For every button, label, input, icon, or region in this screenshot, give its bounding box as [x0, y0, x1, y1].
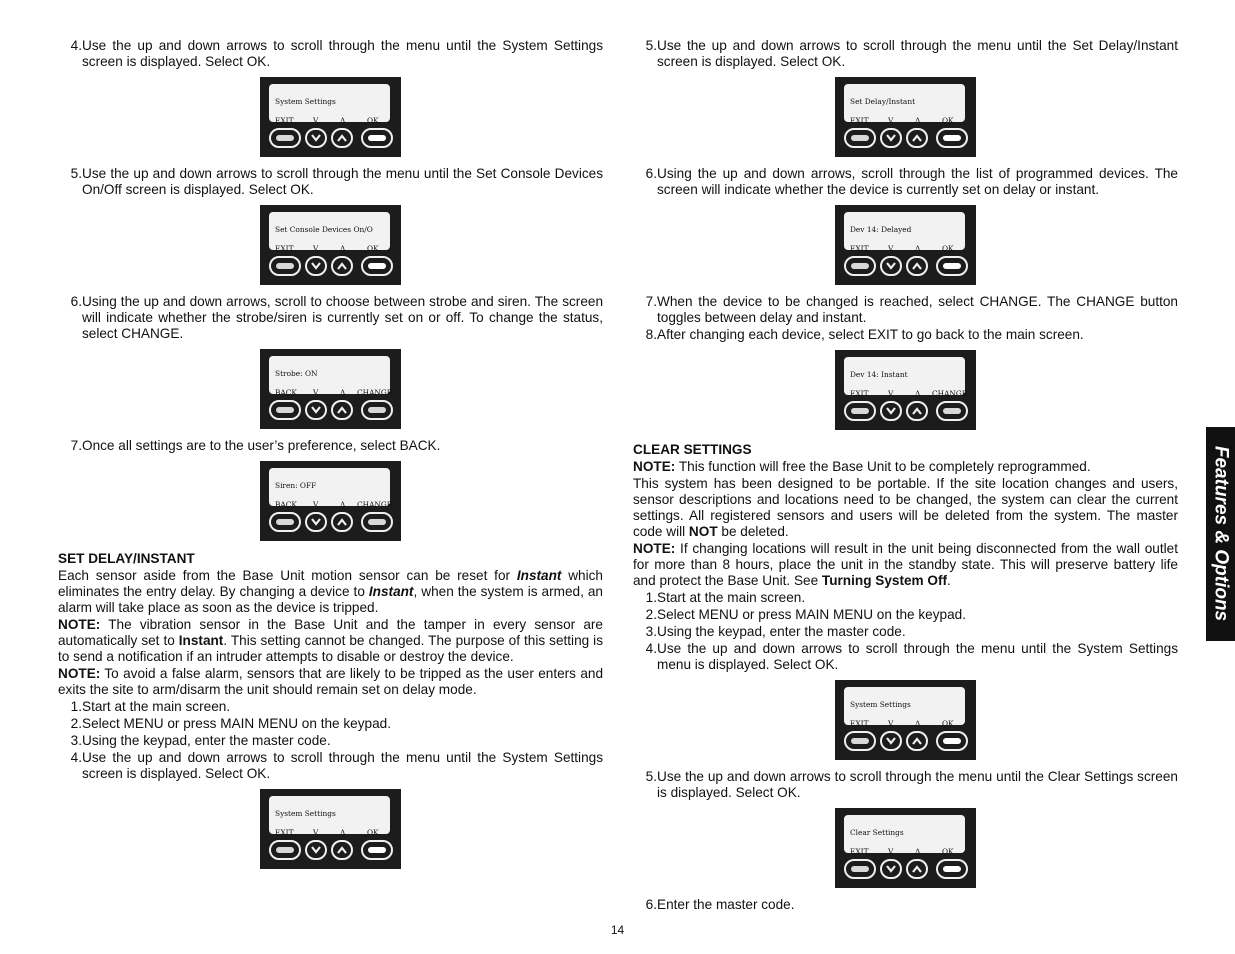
list-item: [58, 166, 603, 198]
keypad-buttons: [269, 256, 393, 278]
left-softkey-button[interactable]: [844, 859, 876, 879]
note: [633, 459, 1178, 475]
step-text: Using the up and down arrows, scroll to choose between strobe and siren. The screen will indicate whether the strobe/siren is currently set on or off. To change the status, select CHANGE.: [82, 294, 603, 341]
softkey-label-right: OK: [942, 244, 954, 253]
up-arrow-button[interactable]: [906, 401, 928, 421]
step-text: Once all settings are to the user’s preference, select BACK.: [82, 438, 441, 453]
note-label: NOTE:: [58, 666, 101, 681]
keypad-buttons: [269, 840, 393, 862]
down-arrow-button[interactable]: [305, 128, 327, 148]
softkey-label-down: V: [888, 719, 894, 728]
keypad-buttons: [844, 256, 968, 278]
note: [633, 541, 1178, 589]
step-number: 7.: [70, 438, 82, 453]
step-number: 7.: [645, 294, 657, 309]
lcd-screen: [844, 357, 968, 398]
softkey-label-down: V: [888, 389, 894, 398]
emphasis: Instant: [178, 633, 224, 648]
left-softkey-button[interactable]: [269, 128, 301, 148]
left-softkey-button[interactable]: [269, 256, 301, 276]
step-number: 5.: [70, 166, 82, 181]
step-number: 2.: [70, 716, 82, 731]
lcd-message: Siren: OFF: [275, 481, 317, 490]
step-text: Use the up and down arrows to scroll through the menu until the System Settings screen is displayed. Select OK.: [82, 38, 603, 69]
lcd-screen: [269, 796, 390, 837]
down-arrow-button[interactable]: [880, 859, 902, 879]
right-softkey-button[interactable]: [361, 400, 393, 420]
list-item: [633, 641, 1178, 673]
lcd-message: Clear Settings: [850, 828, 904, 837]
lcd-screen: [844, 84, 965, 125]
lcd-screen: [844, 815, 965, 856]
step-text: Start at the main screen.: [657, 590, 806, 605]
left-softkey-button[interactable]: [844, 256, 876, 276]
down-arrow-button[interactable]: [305, 840, 327, 860]
softkey-label-up: Λ: [340, 388, 346, 397]
step-text: Use the up and down arrows to scroll through the menu until the Set Delay/Instant screen is displayed. Select OK.: [657, 38, 1178, 69]
list-item: [633, 294, 1178, 326]
softkey-label-left: EXIT: [275, 116, 294, 125]
text-run: To avoid a false alarm, sensors that are likely to be tripped as the user enters and exits the site to arm/disarm the unit should remain set on delay mode.: [58, 666, 603, 697]
list-item: [58, 438, 603, 454]
keypad-buttons: [269, 128, 393, 150]
step-text: After changing each device, select EXIT to go back to the main screen.: [657, 327, 1084, 342]
left-softkey-button[interactable]: [844, 128, 876, 148]
softkey-label-up: Λ: [340, 828, 346, 837]
keypad-buttons: [269, 512, 393, 534]
text-run: If changing locations will result in the unit being disconnected from the wall outlet for more than 8 hours, place the unit in the standby state. This will preserve battery life and protect the Base Unit. See: [633, 541, 1178, 588]
step-text: When the device to be changed is reached, select CHANGE. The CHANGE button toggles between delay and instant.: [657, 294, 1178, 325]
down-arrow-button[interactable]: [880, 128, 902, 148]
softkey-label-left: EXIT: [850, 847, 869, 856]
keypad-display: [835, 680, 976, 760]
up-arrow-button[interactable]: [331, 840, 353, 860]
softkey-label-down: V: [313, 828, 319, 837]
keypad-display: [835, 77, 976, 157]
left-softkey-button[interactable]: [844, 731, 876, 751]
softkey-label-left: EXIT: [850, 116, 869, 125]
up-arrow-button[interactable]: [331, 512, 353, 532]
list-item: [633, 769, 1178, 801]
keypad-display: [260, 77, 401, 157]
softkey-label-down: V: [313, 116, 319, 125]
keypad-display: [260, 461, 401, 541]
softkey-label-up: Λ: [915, 116, 921, 125]
list-item: [633, 607, 1178, 623]
text-run: .: [947, 573, 951, 588]
section-heading: CLEAR SETTINGS: [633, 442, 752, 457]
down-arrow-button[interactable]: [880, 731, 902, 751]
list-item: [58, 699, 603, 715]
step-text: Using the keypad, enter the master code.: [82, 733, 331, 748]
step-number: 3.: [70, 733, 82, 748]
text-run: be deleted.: [717, 524, 789, 539]
softkey-label-right: OK: [942, 116, 954, 125]
keypad-display: [835, 350, 976, 430]
softkey-label-up: Λ: [915, 719, 921, 728]
softkey-label-right: CHANGE: [357, 388, 393, 397]
up-arrow-button[interactable]: [906, 256, 928, 276]
softkey-label-down: V: [313, 500, 319, 509]
step-number: 8.: [645, 327, 657, 342]
step-number: 4.: [70, 38, 82, 53]
softkey-label-right: CHANGE: [357, 500, 393, 509]
list-item: [58, 716, 603, 732]
lcd-screen: [844, 212, 965, 253]
list-item: [633, 38, 1178, 70]
list-item: [58, 294, 603, 342]
lcd-screen: [269, 84, 390, 125]
step-text: Use the up and down arrows to scroll through the menu until the System Settings menu is displayed. Select OK.: [657, 641, 1178, 672]
step-text: Enter the master code.: [657, 897, 795, 912]
left-softkey-button[interactable]: [269, 840, 301, 860]
up-arrow-button[interactable]: [906, 731, 928, 751]
down-arrow-button[interactable]: [305, 400, 327, 420]
list-item: [633, 624, 1178, 640]
step-text: Select MENU or press MAIN MENU on the keypad.: [657, 607, 966, 622]
softkey-label-up: Λ: [340, 244, 346, 253]
keypad-display: [260, 205, 401, 285]
lcd-message: Strobe: ON: [275, 369, 318, 378]
lcd-screen: [269, 468, 393, 509]
lcd-screen: [269, 356, 393, 397]
softkey-label-right: OK: [942, 719, 954, 728]
right-softkey-button[interactable]: [361, 256, 393, 276]
paragraph: [58, 568, 603, 616]
text-run: Each sensor aside from the Base Unit motion sensor can be reset for: [58, 568, 517, 583]
softkey-label-right: OK: [367, 828, 379, 837]
lcd-message: Dev 14: Instant: [850, 370, 908, 379]
list-item: [58, 733, 603, 749]
lcd-message: Set Delay/Instant: [850, 97, 916, 106]
softkey-label-left: BACK: [275, 500, 297, 509]
list-item: [633, 590, 1178, 606]
keypad-display: [835, 205, 976, 285]
list-item: [633, 327, 1178, 343]
list-item: [633, 166, 1178, 198]
right-column: [633, 38, 1178, 916]
left-softkey-button[interactable]: [269, 400, 301, 420]
step-number: 4.: [645, 641, 657, 656]
up-arrow-button[interactable]: [906, 859, 928, 879]
right-softkey-button[interactable]: [936, 731, 968, 751]
lcd-message: Dev 14: Delayed: [850, 225, 912, 234]
softkey-label-up: Λ: [915, 244, 921, 253]
keypad-buttons: [269, 400, 393, 422]
list-item: [58, 750, 603, 782]
softkey-label-right: OK: [367, 244, 379, 253]
note-label: NOTE:: [633, 459, 676, 474]
step-number: 4.: [70, 750, 82, 765]
right-softkey-button[interactable]: [936, 401, 968, 421]
keypad-display: [260, 349, 401, 429]
step-text: Use the up and down arrows to scroll through the menu until the Set Console Devices On/Off screen is displayed. Select OK.: [82, 166, 603, 197]
softkey-label-up: Λ: [915, 389, 921, 398]
emphasis: Turning System Off: [821, 573, 948, 588]
softkey-label-left: EXIT: [275, 828, 294, 837]
side-tab-label: Features & Options: [1210, 445, 1232, 622]
softkey-label-down: V: [888, 116, 894, 125]
step-text: Select MENU or press MAIN MENU on the keypad.: [82, 716, 391, 731]
up-arrow-button[interactable]: [906, 128, 928, 148]
step-number: 5.: [645, 38, 657, 53]
paragraph: [633, 476, 1178, 540]
text-run: This function will free the Base Unit to be completely reprogrammed.: [675, 459, 1091, 474]
softkey-label-left: EXIT: [275, 244, 294, 253]
step-text: Use the up and down arrows to scroll through the menu until the Clear Settings screen is displayed. Select OK.: [657, 769, 1178, 800]
step-number: 5.: [645, 769, 657, 784]
softkey-label-down: V: [313, 388, 319, 397]
keypad-buttons: [844, 859, 968, 881]
emphasis: Instant: [516, 568, 562, 583]
step-number: 6.: [645, 897, 657, 912]
right-softkey-button[interactable]: [361, 840, 393, 860]
text-run: . This setting cannot be changed. The purpose of this setting is to send a notification if an intruder attempts to disable or destroy the device.: [58, 633, 604, 664]
section-heading: SET DELAY/INSTANT: [58, 551, 195, 566]
softkey-label-left: EXIT: [850, 719, 869, 728]
left-column: [58, 38, 603, 878]
step-number: 3.: [645, 624, 657, 639]
lcd-message: System Settings: [850, 700, 911, 709]
softkey-label-down: V: [888, 847, 894, 856]
softkey-label-left: EXIT: [850, 244, 869, 253]
softkey-label-down: V: [888, 244, 894, 253]
step-text: Use the up and down arrows to scroll through the menu until the System Settings screen is displayed. Select OK.: [82, 750, 603, 781]
down-arrow-button[interactable]: [880, 401, 902, 421]
step-number: 1.: [70, 699, 82, 714]
note: [58, 666, 603, 698]
step-text: Using the up and down arrows, scroll through the list of programmed devices. The screen will indicate whether the device is currently set on delay or instant.: [657, 166, 1178, 197]
softkey-label-right: OK: [367, 116, 379, 125]
text-run: This system has been designed to be portable. If the site location changes and users, sensor descriptions and locations need to be changed, the system can clear the current settings. All registered sensors and users will be deleted from the system. The master code will: [633, 476, 1178, 539]
keypad-buttons: [844, 128, 968, 150]
softkey-label-right: CHANGE: [932, 389, 968, 398]
left-softkey-button[interactable]: [844, 401, 876, 421]
down-arrow-button[interactable]: [305, 256, 327, 276]
lcd-message: System Settings: [275, 809, 336, 818]
lcd-screen: [269, 212, 390, 253]
softkey-label-right: OK: [942, 847, 954, 856]
step-text: Start at the main screen.: [82, 699, 231, 714]
step-number: 2.: [645, 607, 657, 622]
softkey-label-left: EXIT: [850, 389, 869, 398]
lcd-screen: [844, 687, 965, 728]
up-arrow-button[interactable]: [331, 256, 353, 276]
keypad-buttons: [844, 401, 968, 423]
text-run: which eliminates the entry delay. By changing a device to: [58, 568, 603, 599]
section-side-tab: [1206, 427, 1235, 641]
keypad-display: [260, 789, 401, 869]
softkey-label-up: Λ: [340, 500, 346, 509]
text-run: The vibration sensor in the Base Unit and the tamper in every sensor are automatically set to: [58, 617, 603, 648]
right-softkey-button[interactable]: [361, 512, 393, 532]
up-arrow-button[interactable]: [331, 400, 353, 420]
right-softkey-button[interactable]: [361, 128, 393, 148]
lcd-message: System Settings: [275, 97, 336, 106]
note-label: NOTE:: [58, 617, 101, 632]
list-item: [58, 38, 603, 70]
right-softkey-button[interactable]: [936, 256, 968, 276]
keypad-display: [835, 808, 976, 888]
right-softkey-button[interactable]: [936, 859, 968, 879]
step-text: Using the keypad, enter the master code.: [657, 624, 906, 639]
step-number: 6.: [70, 294, 82, 309]
up-arrow-button[interactable]: [331, 128, 353, 148]
text-run: , when the system is armed, an alarm will take place as soon as the device is tripped.: [58, 584, 603, 615]
softkey-label-up: Λ: [340, 116, 346, 125]
emphasis: Instant: [368, 584, 414, 599]
softkey-label-down: V: [313, 244, 319, 253]
softkey-label-left: BACK: [275, 388, 297, 397]
down-arrow-button[interactable]: [305, 512, 327, 532]
lcd-message: Set Console Devices On/O: [275, 225, 373, 234]
softkey-label-up: Λ: [915, 847, 921, 856]
keypad-buttons: [844, 731, 968, 753]
note-label: NOTE:: [633, 541, 676, 556]
page-number: 14: [610, 923, 625, 937]
list-item: [633, 897, 1178, 913]
emphasis: NOT: [688, 524, 718, 539]
left-softkey-button[interactable]: [269, 512, 301, 532]
down-arrow-button[interactable]: [880, 256, 902, 276]
step-number: 1.: [645, 590, 657, 605]
right-softkey-button[interactable]: [936, 128, 968, 148]
step-number: 6.: [645, 166, 657, 181]
note: [58, 617, 603, 665]
